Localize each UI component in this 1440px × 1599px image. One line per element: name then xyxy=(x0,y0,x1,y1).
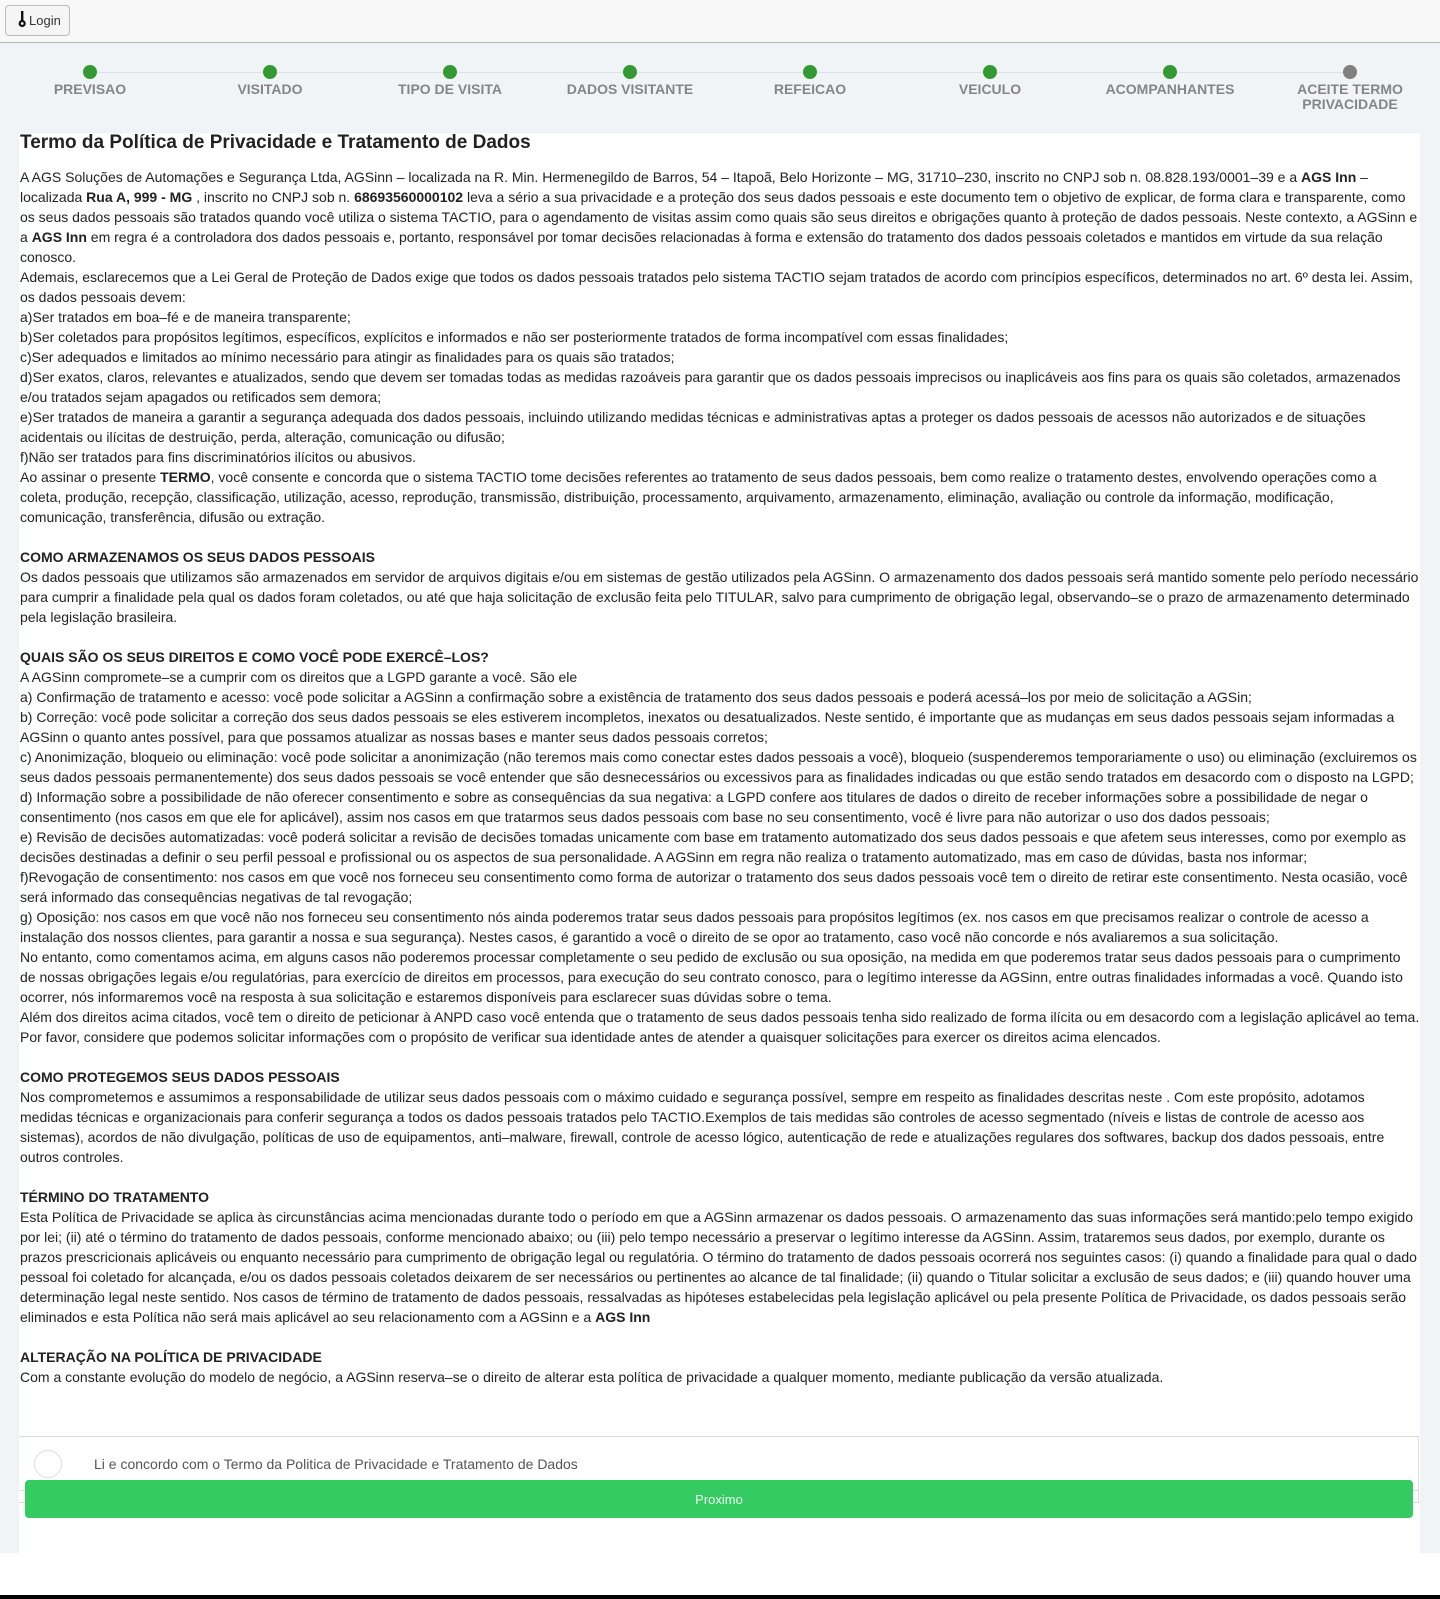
step-dot xyxy=(83,65,97,79)
step-previsao[interactable]: PREVISAO xyxy=(0,65,180,97)
step-dot xyxy=(1343,65,1357,79)
rights-line: d) Informação sobre a possibilidade de não oferecer consentimento e sobre as consequências da sua negativa: a LGPD confere aos titulares de dados o direito de receber informações sobre a possibilidade de negar o consentimento (nos casos em que ele for aplicável), assim nos casos em que tratarmos seus dados pessoais com base no seu consentimento, você é livre para não autorizar o uso dos dados pessoais; xyxy=(20,789,1368,825)
step-dot xyxy=(443,65,457,79)
rights-line: A AGSinn compromete–se a cumprir com os direitos que a LGPD garante a você. São ele xyxy=(20,669,578,685)
step-acompanhantes[interactable]: ACOMPANHANTES xyxy=(1080,65,1260,97)
section-title-rights: QUAIS SÃO OS SEUS DIREITOS E COMO VOCÊ PODE EXERCÊ–LOS? xyxy=(20,649,489,665)
principle-item: b)Ser coletados para propósitos legítimos, específicos, explícitos e informados e não ser posteriormente tratados de forma incompatível com essas finalidades; xyxy=(20,329,1009,345)
privacy-document xyxy=(19,133,1420,1387)
next-button[interactable]: Proximo xyxy=(25,1480,1413,1518)
step-veiculo[interactable]: VEICULO xyxy=(900,65,1080,97)
step-aceite-termo[interactable]: ACEITE TERMO PRIVACIDADE xyxy=(1280,65,1420,112)
privacy-term-panel xyxy=(19,133,1420,1553)
step-dados-visitante[interactable]: DADOS VISITANTE xyxy=(540,65,720,97)
rights-line: Por favor, considere que podemos solicitar informações com o propósito de verificar sua identidade antes de atender a quaisquer solicitações para exercer os direitos acima elencados. xyxy=(20,1029,1161,1045)
step-dot xyxy=(263,65,277,79)
step-refeicao[interactable]: REFEICAO xyxy=(720,65,900,97)
intro-paragraph: A AGS Soluções de Automações e Segurança Ltda, AGSinn – localizada na R. Min. Hermenegildo de Barros, 54 – Itapoã, Belo Horizonte – MG, 31710–230, inscrito no CNPJ sob n. 08.828.193/0001–39 e a AGS Inn – localizada Rua A, 999 - MG , inscrito no CNPJ sob n. 68693560000102 leva a sério a sua privacidade e a proteção dos seus dados pessoais e este documento tem o objetivo de explicar, de forma clara e transparente, como os seus dados pessoais são tratados quando você utiliza o sistema TACTIO, para o agendamento de visitas assim como quais são seus direitos e obrigações quanto à proteção de dados pessoais. Neste contexto, a AGSinn e a AGS Inn em regra é a controladora dos dados pessoais e, portanto, responsável por tomar decisões relacionadas à forma e extensão do tratamento dos dados pessoais coletados e mantidos em virtude da sua relação conosco. xyxy=(20,169,1418,265)
principle-item: e)Ser tratados de maneira a garantir a segurança adequada dos dados pessoais, incluindo utilizando medidas técnicas e administrativas aptas a proteger os dados pessoais de acessos não autorizados e de situações acidentais ou ilícitas de destruição, perda, alteração, comunicação ou difusão; xyxy=(20,409,1366,445)
rights-line: g) Oposição: nos casos em que você não nos forneceu seu consentimento nós ainda poderemos tratar seus dados pessoais para propósitos legítimos (ex. nos casos em que precisamos realizar o controle de acesso a instalação dos nossos clientes, para garantir a nossa e sua segurança). Nestes casos, é garantido a você o direito de se opor ao tratamento, caso você não concorde e nós avaliaremos a sua solicitação. xyxy=(20,909,1369,945)
principle-item: d)Ser exatos, claros, relevantes e atualizados, sendo que devem ser tomadas todas as medidas razoáveis para garantir que os dados pessoais imprecisos ou inaplicáveis aos fins para os quais são coletados, armazenados e/ou tratados sejam apagados ou retificados sem demora; xyxy=(20,369,1401,405)
storage-text: Os dados pessoais que utilizamos são armazenados em servidor de arquivos digitais e/ou em sistemas de gestão utilizados pela AGSinn. O armazenamento dos dados pessoais será mantido somente pelo período necessário para cumprir a finalidade pela qual os dados foram coletados, ou até que haja solicitação de exclusão feita pelo TITULAR, salvo para cumprimento de obrigação legal, observando–se o prazo de armazenamento determinado pela legislação brasileira. xyxy=(20,569,1419,625)
step-dot xyxy=(623,65,637,79)
rights-line: No entanto, como comentamos acima, em alguns casos não poderemos processar completamente o seu pedido de exclusão ou sua oposição, na medida em que poderemos tratar seus dados pessoais para o cumprimento de nossas obrigações legais e/ou regulatórias, para exercício de direitos em processos, para execução do seu contrato conosco, para o legítimo interesse da AGSinn, entre outras finalidades informadas a você. Quando isto ocorrer, nós informaremos você na resposta à sua solicitação e estaremos disponíveis para esclarecer suas dúvidas sobre o tema. xyxy=(20,949,1403,1005)
lgpd-intro: Ademais, esclarecemos que a Lei Geral de Proteção de Dados exige que todos os dados pessoais tratados pelo sistema TACTIO sejam tratados de acordo com princípios específicos, determinados no art. 6º desta lei. Assim, os dados pessoais devem: xyxy=(20,269,1413,305)
changes-text: Com a constante evolução do modelo de negócio, a AGSinn reserva–se o direito de alterar esta política de privacidade a qualquer momento, mediante publicação da versão atualizada. xyxy=(20,1369,1164,1385)
agree-terms-checkbox[interactable] xyxy=(34,1450,62,1478)
principle-item: c)Ser adequados e limitados ao mínimo necessário para atingir as finalidades para os quais são tratados; xyxy=(20,349,675,365)
rights-line: c) Anonimização, bloqueio ou eliminação: você pode solicitar a anonimização (não teremos mais como conectar estes dados pessoais a você), bloqueio (suspenderemos temporariamente o uso) ou eliminação (excluiremos os seus dados pessoais permanentemente) dos seus dados pessoais se você entender que são desnecessários ou excessivos para as finalidades indicadas ou que estão sendo tratados em desacordo com o disposto na LGPD; xyxy=(20,749,1417,785)
top-bar xyxy=(0,0,1440,43)
agree-terms-label: Li e concordo com o Termo da Politica de Privacidade e Tratamento de Dados xyxy=(94,1455,578,1472)
document-title: Termo da Política de Privacidade e Tratamento de Dados xyxy=(20,132,531,153)
login-button[interactable] xyxy=(5,5,70,36)
section-title-termination: TÉRMINO DO TRATAMENTO xyxy=(20,1189,209,1205)
section-title-changes: ALTERAÇÃO NA POLÍTICA DE PRIVACIDADE xyxy=(20,1349,322,1365)
section-title-protection: COMO PROTEGEMOS SEUS DADOS PESSOAIS xyxy=(20,1069,340,1085)
principle-item: a)Ser tratados em boa–fé e de maneira transparente; xyxy=(20,309,351,325)
step-tipo-de-visita[interactable]: TIPO DE VISITA xyxy=(360,65,540,97)
section-title-storage: COMO ARMAZENAMOS OS SEUS DADOS PESSOAIS xyxy=(20,549,375,565)
consent-paragraph: Ao assinar o presente TERMO, você consente e concorda que o sistema TACTIO tome decisões referentes ao tratamento de seus dados pessoais, bem como realize o tratamento destes, envolvendo operações como a coleta, produção, recepção, classificação, utilização, acesso, reprodução, transmissão, distribuição, processamento, arquivamento, armazenamento, eliminação, avaliação ou controle da informação, modificação, comunicação, transferência, difusão ou extração. xyxy=(20,469,1377,525)
protection-text: Nos comprometemos e assumimos a responsabilidade de utilizar seus dados pessoais com o máximo cuidado e segurança possível, sempre em respeito as finalidades descritas neste . Com este propósito, adotamos medidas técnicas e organizacionais para conferir segurança a todos os dados pessoais tratados pelo TACTIO.Exemplos de tais medidas são controles de acesso segmentado (níveis e listas de controle de acesso aos sistemas), acordos de não divulgação, políticas de uso de equipamentos, anti–malware, firewall, controle de acesso lógico, autenticação de rede e atualizações regulares dos softwares, backup dos dados pessoais, entre outros controles. xyxy=(20,1089,1385,1165)
login-label: Login xyxy=(29,13,61,28)
rights-line: f)Revogação de consentimento: nos casos em que você nos forneceu seu consentimento como forma de autorizar o tratamento dos seus dados pessoais você tem o direito de retirar este consentimento. Nesta ocasião, você será informado das consequências negativas de tal revogação; xyxy=(20,869,1408,905)
wizard-stepper xyxy=(0,43,1440,133)
rights-line: b) Correção: você pode solicitar a correção dos seus dados pessoais se eles estiverem incompletos, inexatos ou desatualizados. Neste sentido, é importante que as mudanças em seus dados pessoais sejam informadas a AGSinn o quanto antes possível, para que possamos atualizar as nossas bases e manter seus dados pessoais corretos; xyxy=(20,709,1395,745)
step-visitado[interactable]: VISITADO xyxy=(180,65,360,97)
key-icon xyxy=(16,9,29,32)
termination-text: Esta Política de Privacidade se aplica às circunstâncias acima mencionadas durante todo o período em que a AGSinn armazenar os dados pessoais. O armazenamento das suas informações será mantido:pelo tempo exigido por lei; (ii) até o término do tratamento de dados pessoais, conforme mencionado abaixo; ou (iii) pelo tempo necessário a preservar o legítimo interesse da AGSinn. Assim, trataremos seus dados, por exemplo, durante os prazos prescricionais aplicáveis ou enquanto necessário para cumprimento de obrigação legal ou regulatória. O término do tratamento de dados pessoais ocorrerá nos seguintes casos: (i) quando a finalidade para qual o dado pessoal foi coletado for alcançada, e/ou os dados pessoais coletados deixarem de ser necessários ou pertinentes ao alcance de tal finalidade; (ii) quando o Titular solicitar a exclusão de seus dados; e (iii) quando houver uma determinação legal neste sentido. Nos casos de término de tratamento de dados pessoais, ressalvadas as hipóteses estabelecidas pela legislação aplicável ou pela presente Política de Privacidade, os dados pessoais serão eliminados e esta Política não será mais aplicável ao seu relacionamento com a AGSinn e a AGS Inn xyxy=(20,1209,1417,1325)
step-dot xyxy=(803,65,817,79)
rights-line: a) Confirmação de tratamento e acesso: você pode solicitar a AGSinn a confirmação sobre a existência de tratamento dos seus dados pessoais e poderá acessá–los por meio de solicitação a AGSin; xyxy=(20,689,1252,705)
rights-line: Além dos direitos acima citados, você tem o direito de peticionar à ANPD caso você entenda que o tratamento de seus dados pessoais tenha sido realizado de forma ilícita ou em desacordo com a legislação aplicável ao tema. xyxy=(20,1009,1420,1025)
rights-line: e) Revisão de decisões automatizadas: você poderá solicitar a revisão de decisões tomadas unicamente com base em tratamento automatizado dos seus dados pessoais e que afetem seus interesses, como por exemplo as decisões destinadas a definir o seu perfil pessoal e profissional ou os aspectos de sua personalidade. A AGSinn em regra não realiza o tratamento automatizado, mas em caso de dúvidas, basta nos informar; xyxy=(20,829,1406,865)
principle-item: f)Não ser tratados para fins discriminatórios ilícitos ou abusivos. xyxy=(20,449,417,465)
step-dot xyxy=(983,65,997,79)
step-dot xyxy=(1163,65,1177,79)
main-area xyxy=(0,43,1440,1553)
